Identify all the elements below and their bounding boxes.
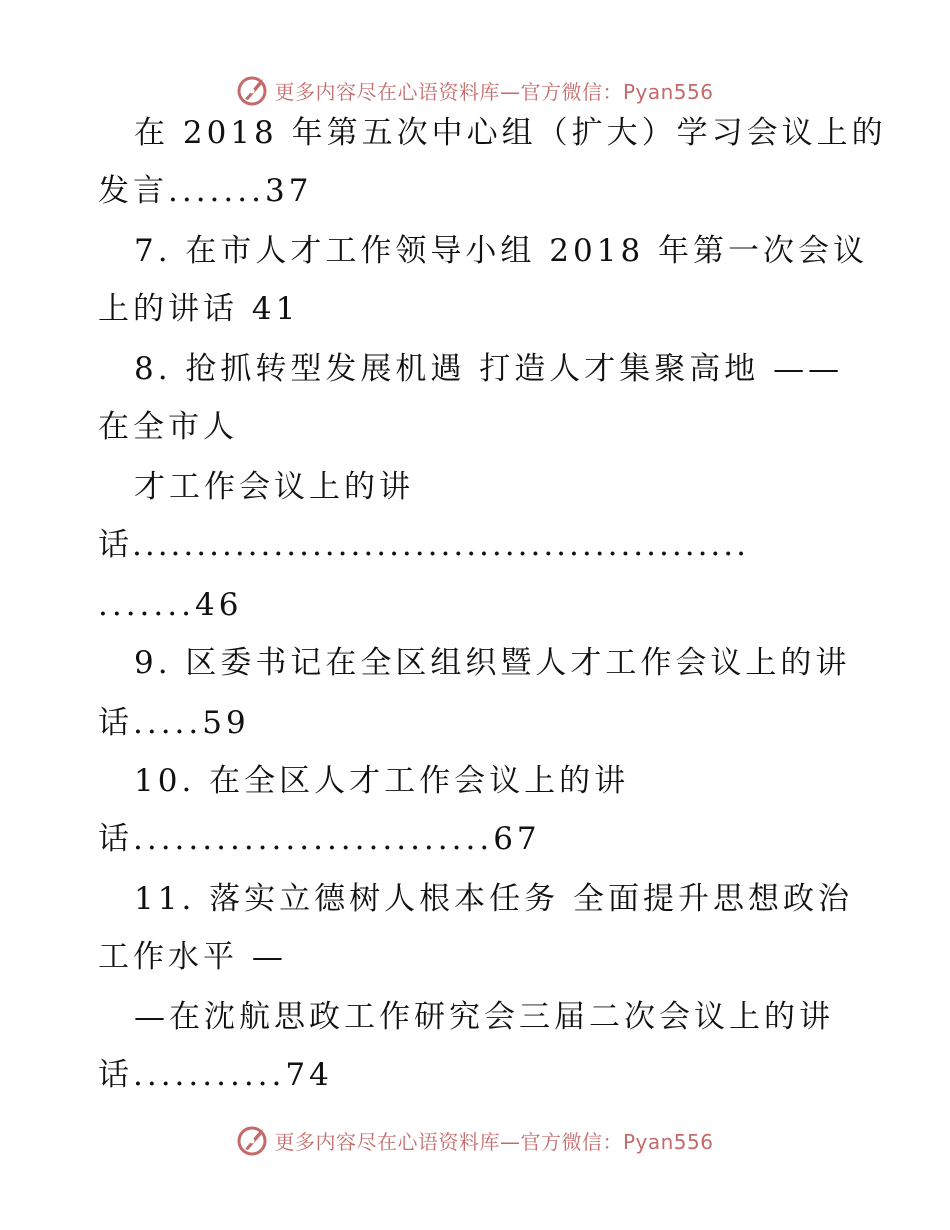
toc-line: 发言.......37	[98, 173, 313, 209]
toc-line: 话.....59	[98, 705, 250, 741]
watermark-header	[0, 70, 950, 110]
toc-line: 7. 在市人才工作领导小组 2018 年第一次会议	[134, 233, 869, 269]
toc-line: 才工作会议上的讲	[134, 469, 414, 505]
toc-line: 9. 区委书记在全区组织暨人才工作会议上的讲	[134, 645, 851, 681]
toc-line: 在全市人	[98, 409, 238, 445]
toc-line: 话...........74	[98, 1057, 333, 1093]
fountain-pen-seal-icon	[236, 73, 270, 107]
watermark-text: 更多内容尽在心语资料库—官方微信：Pyan556	[274, 1129, 714, 1154]
toc-line: 话..........................67	[98, 821, 541, 857]
toc-line: 话................................................	[98, 527, 749, 563]
toc-line: 上的讲话 41	[98, 291, 300, 327]
toc-line: 在 2018 年第五次中心组（扩大）学习会议上的	[134, 115, 887, 151]
watermark-text: 更多内容尽在心语资料库—官方微信：Pyan556	[274, 79, 714, 104]
toc-line: 10. 在全区人才工作会议上的讲	[134, 763, 630, 799]
toc-line: 11. 落实立德树人根本任务 全面提升思想政治	[134, 881, 854, 917]
toc-line: .......46	[98, 587, 243, 623]
toc-line: —在沈航思政工作研究会三届二次会议上的讲	[134, 999, 834, 1035]
fountain-pen-seal-icon	[236, 1123, 270, 1157]
toc-line: 工作水平 —	[98, 939, 287, 975]
toc-line: 8. 抢抓转型发展机遇 打造人才集聚高地 ——	[134, 351, 844, 387]
watermark-footer	[0, 1120, 950, 1160]
